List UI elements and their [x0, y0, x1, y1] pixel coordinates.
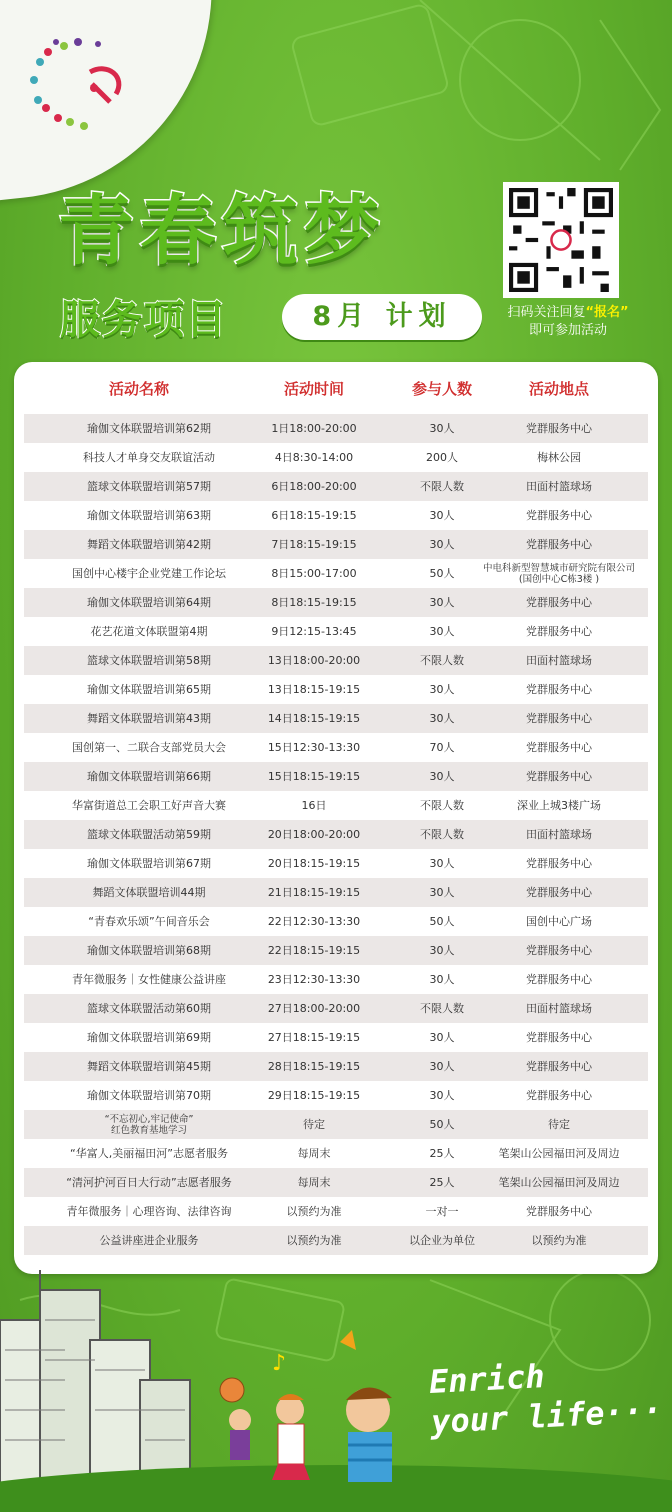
table-row: [24, 1023, 648, 1052]
cell-activity: 华富街道总工会职工好声音大赛: [72, 798, 226, 812]
table-row: [24, 675, 648, 704]
cell-activity: 舞蹈文体联盟培训第45期: [87, 1059, 211, 1073]
cell-time: 6日18:00-20:00: [271, 479, 357, 493]
slogan-line-1: Enrich: [428, 1357, 546, 1402]
cell-time: 22日12:30-13:30: [267, 914, 361, 928]
cell-people: 50人: [429, 914, 455, 928]
cell-people: 30人: [429, 769, 455, 783]
cell-location: 田面村篮球场: [526, 1001, 592, 1015]
cell-time: 9日12:15-13:45: [271, 624, 357, 638]
table-row: [24, 443, 648, 472]
cell-location: 党群服务中心: [526, 856, 592, 870]
cell-people: 25人: [429, 1146, 455, 1160]
cell-people: 不限人数: [420, 653, 464, 667]
cell-time: 27日18:15-19:15: [267, 1030, 361, 1044]
cell-location: 笔架山公园福田河及周边: [498, 1175, 620, 1189]
cell-people: 以企业为单位: [409, 1233, 475, 1247]
cell-time: 8日18:15-19:15: [271, 595, 357, 609]
table-body: [24, 414, 648, 1255]
cell-location: 国创中心广场: [526, 914, 592, 928]
table-row: [24, 617, 648, 646]
cell-location: 党群服务中心: [526, 1059, 592, 1073]
cell-location: 党群服务中心: [526, 943, 592, 957]
month-badge: 8月 计划: [282, 294, 482, 340]
cell-location: 党群服务中心: [526, 624, 592, 638]
table-row: [24, 530, 648, 559]
cell-time: 每周末: [297, 1146, 331, 1160]
cell-people: 30人: [429, 943, 455, 957]
table-row: [24, 733, 648, 762]
cell-people: 30人: [429, 856, 455, 870]
cell-time: 20日18:15-19:15: [267, 856, 361, 870]
cell-people: 30人: [429, 508, 455, 522]
cell-people: 30人: [429, 682, 455, 696]
cell-activity: 公益讲座进企业服务: [99, 1233, 199, 1247]
cell-people: 30人: [429, 1088, 455, 1102]
cell-activity: 国创第一、二联合支部党员大会: [72, 740, 226, 754]
table-row: [24, 1226, 648, 1255]
page-title: 青春筑梦: [58, 186, 386, 275]
table-row: [24, 965, 648, 994]
cell-activity: “清河护河百日大行动”志愿者服务: [66, 1175, 232, 1189]
cell-people: 30人: [429, 972, 455, 986]
table-row: [24, 820, 648, 849]
cell-activity: 篮球文体联盟活动第59期: [87, 827, 211, 841]
cell-time: 以预约为准: [286, 1204, 342, 1218]
cell-activity: 篮球文体联盟培训第58期: [87, 653, 211, 667]
cell-people: 不限人数: [420, 827, 464, 841]
table-row: [24, 878, 648, 907]
slogan: [428, 1350, 663, 1442]
cell-time: 16日: [301, 798, 327, 812]
cell-people: 一对一: [425, 1204, 459, 1218]
table-row: [24, 414, 648, 443]
table-row: [24, 936, 648, 965]
table-row: [24, 994, 648, 1023]
cell-activity: 瑜伽文体联盟培训第62期: [87, 421, 211, 435]
table-row: [24, 762, 648, 791]
cell-people: 不限人数: [420, 1001, 464, 1015]
cell-location: 党群服务中心: [526, 711, 592, 725]
cell-activity: 舞蹈文体联盟培训44期: [92, 885, 206, 899]
cell-time: 以预约为准: [286, 1233, 342, 1247]
cell-location: 深业上城3楼广场: [517, 798, 601, 812]
cell-location: 党群服务中心: [526, 740, 592, 754]
cell-activity: 瑜伽文体联盟培训第68期: [87, 943, 211, 957]
cell-location: 笔架山公园福田河及周边: [498, 1146, 620, 1160]
cell-people: 不限人数: [420, 798, 464, 812]
cell-time: 4日8:30-14:00: [274, 450, 354, 464]
qr-caption-keyword: “报名”: [585, 305, 629, 320]
cell-location: 党群服务中心: [526, 769, 592, 783]
cell-people: 200人: [426, 450, 458, 464]
cell-time: 29日18:15-19:15: [267, 1088, 361, 1102]
cell-people: 不限人数: [420, 479, 464, 493]
cell-activity: 国创中心楼宇企业党建工作论坛: [72, 566, 226, 580]
cell-people: 50人: [429, 1117, 455, 1131]
cell-people: 30人: [429, 885, 455, 899]
column-header-location: 活动地点: [528, 380, 589, 398]
cell-location: 以预约为准: [531, 1233, 587, 1247]
qr-code[interactable]: [503, 182, 619, 298]
table-row: [24, 791, 648, 820]
cell-activity: 篮球文体联盟活动第60期: [87, 1001, 211, 1015]
cell-people: 30人: [429, 711, 455, 725]
cell-people: 30人: [429, 1030, 455, 1044]
column-header-name: 活动名称: [108, 380, 169, 398]
cell-people: 30人: [429, 537, 455, 551]
cell-activity: 瑜伽文体联盟培训第67期: [87, 856, 211, 870]
table-row: [24, 1081, 648, 1110]
cell-location: 中电科新型智慧城市研究院有限公司 (国创中心C栋3楼 ): [482, 562, 635, 585]
cell-time: 1日18:00-20:00: [271, 421, 357, 435]
page-subtitle: 服务项目: [60, 297, 228, 343]
cell-activity: 瑜伽文体联盟培训第63期: [87, 508, 211, 522]
cell-time: 6日18:15-19:15: [271, 508, 357, 522]
column-header-people: 参与人数: [411, 380, 472, 398]
cell-time: 8日15:00-17:00: [271, 566, 357, 580]
cell-time: 7日18:15-19:15: [271, 537, 357, 551]
cell-location: 党群服务中心: [526, 421, 592, 435]
cell-location: 田面村篮球场: [526, 653, 592, 667]
table-row: [24, 1197, 648, 1226]
cell-people: 70人: [429, 740, 455, 754]
cell-location: 党群服务中心: [526, 508, 592, 522]
cell-people: 30人: [429, 1059, 455, 1073]
cell-activity: 科技人才单身交友联谊活动: [83, 450, 215, 464]
cell-location: 待定: [548, 1117, 570, 1131]
cell-people: 30人: [429, 421, 455, 435]
cell-activity: 瑜伽文体联盟培训第66期: [87, 769, 211, 783]
cell-activity: “青春欢乐颂”午间音乐会: [88, 914, 210, 928]
qr-caption-line2: 即可参加活动: [528, 323, 607, 338]
table-row: [24, 1168, 648, 1197]
cell-location: 党群服务中心: [526, 885, 592, 899]
cell-time: 23日12:30-13:30: [267, 972, 361, 986]
cell-time: 14日18:15-19:15: [267, 711, 361, 725]
table-row: [24, 646, 648, 675]
cell-time: 15日12:30-13:30: [267, 740, 361, 754]
table-row: [24, 1110, 648, 1139]
cell-activity: 瑜伽文体联盟培训第64期: [87, 595, 211, 609]
table-row: [24, 1052, 648, 1081]
cell-time: 22日18:15-19:15: [267, 943, 361, 957]
cell-time: 21日18:15-19:15: [267, 885, 361, 899]
cell-location: 党群服务中心: [526, 972, 592, 986]
cell-time: 待定: [303, 1117, 325, 1131]
cell-activity: “华富人,美丽福田河”志愿者服务: [70, 1146, 228, 1160]
qr-caption: [488, 304, 648, 340]
cell-activity: 青年微服务｜女性健康公益讲座: [72, 972, 226, 986]
table-row: [24, 1139, 648, 1168]
table-row: [24, 559, 648, 588]
cell-location: 党群服务中心: [526, 595, 592, 609]
cell-location: 党群服务中心: [526, 537, 592, 551]
cell-location: 梅林公园: [537, 450, 581, 464]
building-sketch: [0, 1270, 190, 1500]
party-heart-logo: [18, 22, 138, 142]
table-row: [24, 501, 648, 530]
cell-people: 30人: [429, 595, 455, 609]
table-row: [24, 849, 648, 878]
cell-time: 13日18:00-20:00: [267, 653, 361, 667]
cell-activity: 舞蹈文体联盟培训第42期: [87, 537, 211, 551]
column-header-time: 活动时间: [283, 380, 344, 398]
cell-time: 13日18:15-19:15: [267, 682, 361, 696]
table-row: [24, 704, 648, 733]
cell-people: 30人: [429, 624, 455, 638]
cell-location: 田面村篮球场: [526, 827, 592, 841]
cell-location: 党群服务中心: [526, 1204, 592, 1218]
cell-people: 50人: [429, 566, 455, 580]
svg-text:♪: ♪: [272, 1351, 287, 1376]
cell-time: 28日18:15-19:15: [267, 1059, 361, 1073]
cell-time: 15日18:15-19:15: [267, 769, 361, 783]
cell-time: 27日18:00-20:00: [267, 1001, 361, 1015]
cell-location: 田面村篮球场: [526, 479, 592, 493]
cell-time: 每周末: [297, 1175, 331, 1189]
cell-location: 党群服务中心: [526, 1030, 592, 1044]
cell-activity: 青年微服务｜心理咨询、法律咨询: [66, 1204, 232, 1218]
cell-time: 20日18:00-20:00: [267, 827, 361, 841]
kids-illustration: [220, 1330, 392, 1482]
qr-caption-prefix: 扫码关注回复: [507, 305, 586, 320]
cell-activity: 花艺花道文体联盟第4期: [90, 624, 208, 638]
cell-activity: “不忘初心,牢记使命” 红色教育基地学习: [104, 1113, 194, 1136]
cell-location: 党群服务中心: [526, 682, 592, 696]
cell-people: 25人: [429, 1175, 455, 1189]
cell-activity: 瑜伽文体联盟培训第70期: [87, 1088, 211, 1102]
cell-activity: 瑜伽文体联盟培训第65期: [87, 682, 211, 696]
schedule-table: [14, 362, 658, 1274]
cell-activity: 篮球文体联盟培训第57期: [87, 479, 211, 493]
cell-activity: 瑜伽文体联盟培训第69期: [87, 1030, 211, 1044]
cell-location: 党群服务中心: [526, 1088, 592, 1102]
cell-activity: 舞蹈文体联盟培训第43期: [87, 711, 211, 725]
slogan-line-2: your life···: [430, 1390, 664, 1441]
table-row: [24, 907, 648, 936]
table-row: [24, 588, 648, 617]
table-header: [14, 378, 658, 408]
table-row: [24, 472, 648, 501]
